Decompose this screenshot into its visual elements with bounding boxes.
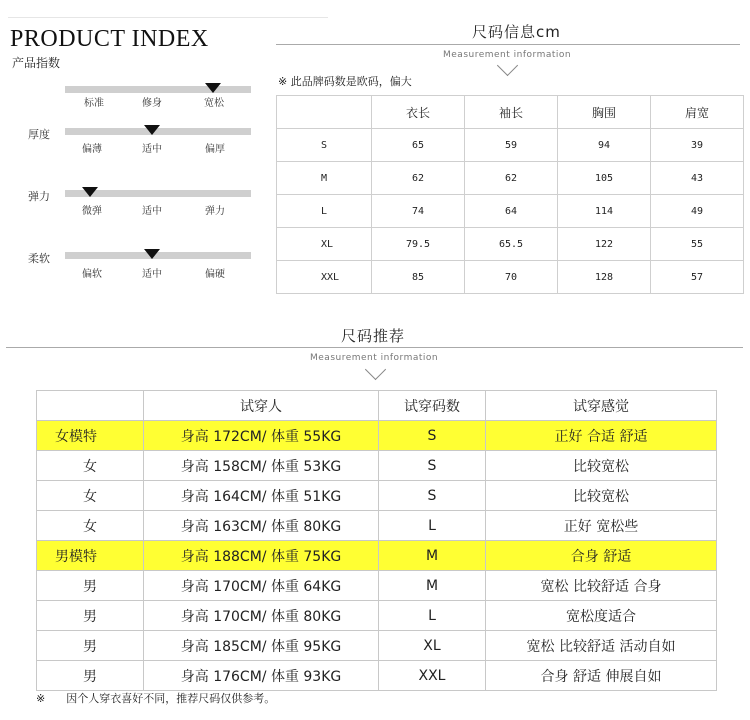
size-cell: 74 <box>372 195 465 228</box>
tester-body: 身高 164CM/ 体重 51KG <box>144 481 379 511</box>
recommend-subtitle: Measurement information <box>310 353 439 363</box>
footnote: ※ 因个人穿衣喜好不同，推荐尺码仅供参考。 <box>36 692 276 705</box>
product-index-title: PRODUCT INDEX <box>10 26 209 52</box>
index-tick: 适中 <box>142 144 162 155</box>
recommend-divider <box>6 347 743 348</box>
size-cell: 122 <box>558 228 651 261</box>
size-cell: 64 <box>465 195 558 228</box>
tester-feel: 比较宽松 <box>486 451 717 481</box>
recommend-header-cell <box>37 391 144 421</box>
tester-body: 身高 172CM/ 体重 55KG <box>144 421 379 451</box>
recommend-row <box>37 451 717 481</box>
recommend-row <box>37 421 717 451</box>
size-info-title: 尺码信息cm <box>472 23 561 41</box>
tester-body: 身高 163CM/ 体重 80KG <box>144 511 379 541</box>
recommend-header-cell: 试穿人 <box>144 391 379 421</box>
tester: 男 <box>37 571 144 601</box>
recommend-row <box>37 631 717 661</box>
tester: 男 <box>37 661 144 691</box>
size-cell: 62 <box>372 162 465 195</box>
size-cell: 43 <box>651 162 744 195</box>
tester: 男 <box>37 601 144 631</box>
size-header-cell: 肩宽 <box>651 96 744 129</box>
tester-feel: 正好 合适 舒适 <box>486 421 717 451</box>
tester-feel: 合身 舒适 <box>486 541 717 571</box>
tester-body: 身高 170CM/ 体重 64KG <box>144 571 379 601</box>
index-tick: 标准 <box>84 98 104 109</box>
tester-feel: 正好 宽松些 <box>486 511 717 541</box>
tester: 女 <box>37 451 144 481</box>
size-cell: 59 <box>465 129 558 162</box>
recommend-title: 尺码推荐 <box>341 327 406 345</box>
tester-size: S <box>379 481 486 511</box>
size-header-cell: 袖长 <box>465 96 558 129</box>
size-cell: 94 <box>558 129 651 162</box>
size-cell: 65.5 <box>465 228 558 261</box>
size-cell: 128 <box>558 261 651 294</box>
index-marker-thickness <box>144 125 160 135</box>
index-tick: 偏薄 <box>82 144 102 155</box>
tester-feel: 合身 舒适 伸展自如 <box>486 661 717 691</box>
tester-size: L <box>379 511 486 541</box>
size-cell: 49 <box>651 195 744 228</box>
top-divider <box>8 17 328 18</box>
index-marker-fit <box>205 83 221 93</box>
index-tick: 微弹 <box>82 206 102 217</box>
recommend-header-cell: 试穿码数 <box>379 391 486 421</box>
tester-size: S <box>379 421 486 451</box>
index-tick: 弹力 <box>205 206 225 217</box>
size-row <box>277 129 744 162</box>
size-row <box>277 195 744 228</box>
size-cell: 55 <box>651 228 744 261</box>
index-marker-softness <box>144 249 160 259</box>
recommend-row <box>37 661 717 691</box>
tester-feel: 宽松 比较舒适 合身 <box>486 571 717 601</box>
size-header-cell <box>277 96 372 129</box>
recommend-row <box>37 511 717 541</box>
size-row <box>277 228 744 261</box>
index-label-thickness: 厚度 <box>28 128 50 141</box>
size-row <box>277 162 744 195</box>
tester-size: XXL <box>379 661 486 691</box>
recommend-table <box>36 390 717 691</box>
size-header-cell: 衣长 <box>372 96 465 129</box>
tester: 女模特 <box>37 421 144 451</box>
product-index-subtitle: 产品指数 <box>12 56 61 70</box>
size-cell: 39 <box>651 129 744 162</box>
tester-body: 身高 170CM/ 体重 80KG <box>144 601 379 631</box>
size-info-divider <box>276 44 740 45</box>
size-label: M <box>277 162 372 195</box>
index-label-softness: 柔软 <box>28 252 50 265</box>
size-info-subtitle: Measurement information <box>443 50 572 60</box>
tester: 女 <box>37 511 144 541</box>
size-label: L <box>277 195 372 228</box>
tester: 男模特 <box>37 541 144 571</box>
size-note: ※ 此品牌码数是欧码，偏大 <box>278 75 412 88</box>
index-tick: 修身 <box>142 98 162 109</box>
tester-body: 身高 188CM/ 体重 75KG <box>144 541 379 571</box>
size-cell: 70 <box>465 261 558 294</box>
size-label: XL <box>277 228 372 261</box>
recommend-row <box>37 601 717 631</box>
tester-size: M <box>379 541 486 571</box>
recommend-header-cell: 试穿感觉 <box>486 391 717 421</box>
size-header-cell: 胸围 <box>558 96 651 129</box>
size-cell: 105 <box>558 162 651 195</box>
tester-size: XL <box>379 631 486 661</box>
index-bar-fit <box>65 86 251 93</box>
tester: 男 <box>37 631 144 661</box>
tester-size: S <box>379 451 486 481</box>
recommend-row <box>37 481 717 511</box>
tester-feel: 宽松度适合 <box>486 601 717 631</box>
size-cell: 114 <box>558 195 651 228</box>
index-marker-elasticity <box>82 187 98 197</box>
tester-feel: 宽松 比较舒适 活动自如 <box>486 631 717 661</box>
recommend-row <box>37 571 717 601</box>
index-tick: 偏厚 <box>205 144 225 155</box>
size-label: XXL <box>277 261 372 294</box>
index-label-elasticity: 弹力 <box>28 190 50 203</box>
index-tick: 适中 <box>142 206 162 217</box>
index-tick: 适中 <box>142 269 162 280</box>
size-table <box>276 95 744 294</box>
tester-size: L <box>379 601 486 631</box>
tester-body: 身高 158CM/ 体重 53KG <box>144 451 379 481</box>
index-tick: 偏硬 <box>205 269 225 280</box>
tester-body: 身高 185CM/ 体重 95KG <box>144 631 379 661</box>
tester-size: M <box>379 571 486 601</box>
size-label: S <box>277 129 372 162</box>
size-cell: 62 <box>465 162 558 195</box>
size-cell: 57 <box>651 261 744 294</box>
size-cell: 85 <box>372 261 465 294</box>
tester-feel: 比较宽松 <box>486 481 717 511</box>
recommend-header-row <box>37 391 717 421</box>
size-cell: 79.5 <box>372 228 465 261</box>
tester-body: 身高 176CM/ 体重 93KG <box>144 661 379 691</box>
recommend-row <box>37 541 717 571</box>
tester: 女 <box>37 481 144 511</box>
size-row <box>277 261 744 294</box>
index-tick: 宽松 <box>204 98 224 109</box>
size-cell: 65 <box>372 129 465 162</box>
index-tick: 偏软 <box>82 269 102 280</box>
